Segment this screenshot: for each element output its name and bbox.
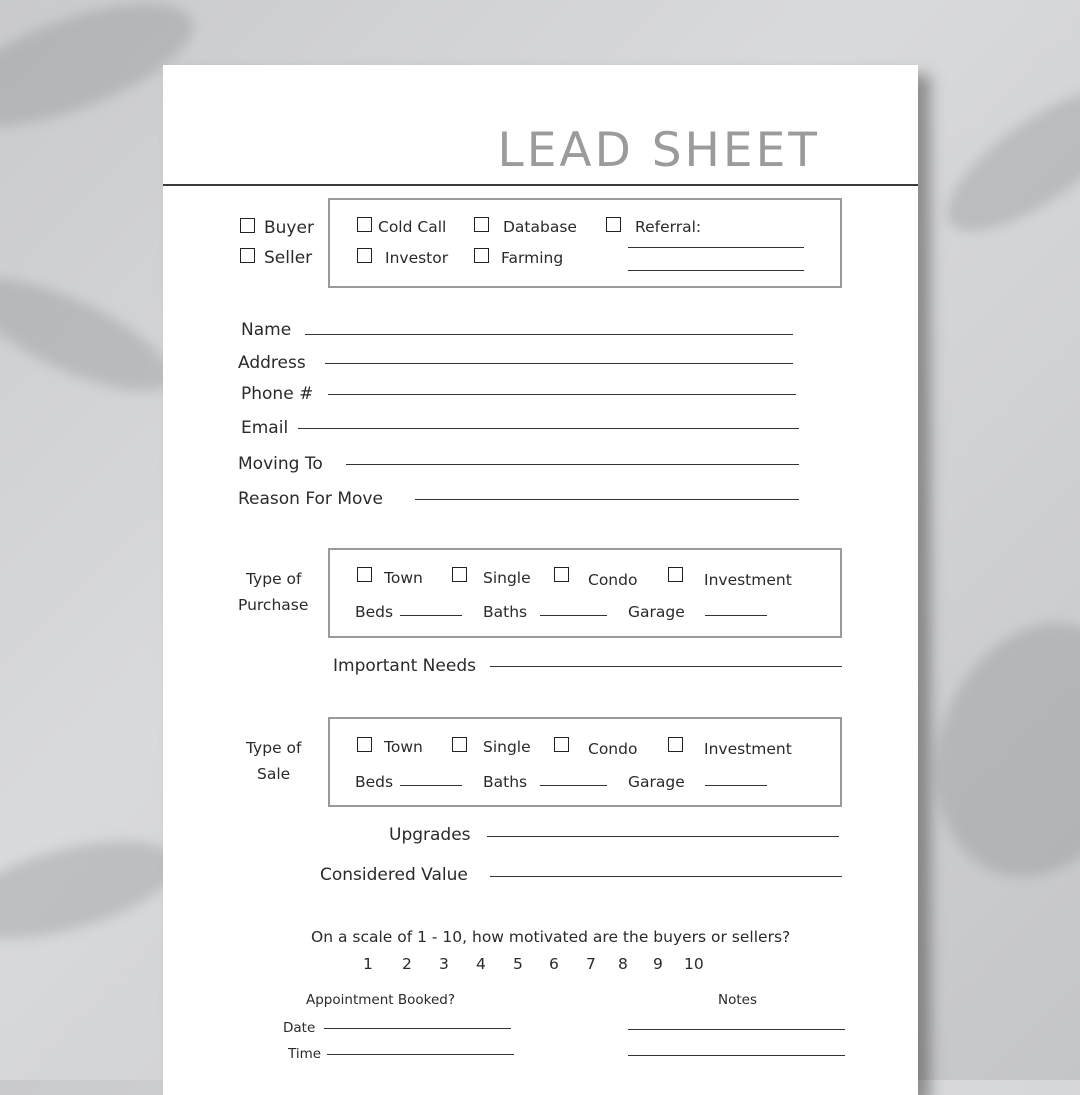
date-label: Date: [283, 1020, 316, 1036]
reason-for-move-label: Reason For Move: [238, 489, 383, 509]
purchase-baths-label: Baths: [483, 603, 528, 621]
notes-heading: Notes: [718, 992, 757, 1008]
moving-to-label: Moving To: [238, 454, 323, 474]
lead-source-box: [328, 198, 842, 288]
purchase-town-checkbox[interactable]: [357, 567, 372, 582]
referral-checkbox[interactable]: [606, 217, 621, 232]
purchase-beds-label: Beds: [355, 603, 394, 621]
purchase-label-line1: Type of: [246, 570, 302, 588]
sale-label-line2: Sale: [257, 765, 291, 783]
purchase-condo-checkbox[interactable]: [554, 567, 569, 582]
sale-single-checkbox[interactable]: [452, 737, 467, 752]
sale-single-label: Single: [483, 738, 531, 756]
moving-to-field[interactable]: [346, 464, 799, 465]
sale-type-box: [328, 717, 842, 807]
header-divider: [163, 184, 918, 186]
sale-investment-checkbox[interactable]: [668, 737, 683, 752]
investor-checkbox[interactable]: [357, 248, 372, 263]
sale-baths-field[interactable]: [540, 785, 607, 786]
sale-garage-field[interactable]: [705, 785, 767, 786]
phone-label: Phone #: [241, 384, 314, 404]
address-field[interactable]: [325, 363, 793, 364]
time-field[interactable]: [327, 1054, 514, 1055]
purchase-investment-checkbox[interactable]: [668, 567, 683, 582]
email-field[interactable]: [298, 428, 799, 429]
referral-label: Referral:: [635, 218, 702, 236]
upgrades-label: Upgrades: [389, 825, 471, 845]
sale-condo-checkbox[interactable]: [554, 737, 569, 752]
page-title: LEAD SHEET: [497, 123, 820, 178]
phone-field[interactable]: [328, 394, 796, 395]
purchase-town-label: Town: [384, 569, 423, 587]
scale-1[interactable]: 1: [363, 955, 373, 973]
purchase-beds-field[interactable]: [400, 615, 462, 616]
purchase-type-box: [328, 548, 842, 638]
upgrades-field[interactable]: [487, 836, 839, 837]
sale-beds-label: Beds: [355, 773, 394, 791]
seller-checkbox[interactable]: [240, 248, 255, 263]
scale-3[interactable]: 3: [439, 955, 449, 973]
sale-town-label: Town: [384, 738, 423, 756]
reason-for-move-field[interactable]: [415, 499, 799, 500]
address-label: Address: [238, 353, 306, 373]
considered-value-label: Considered Value: [320, 865, 468, 885]
purchase-garage-field[interactable]: [705, 615, 767, 616]
buyer-checkbox[interactable]: [240, 218, 255, 233]
referral-line-1[interactable]: [628, 247, 804, 248]
background-shadow: [902, 594, 1080, 907]
important-needs-field[interactable]: [490, 666, 842, 667]
scale-6[interactable]: 6: [549, 955, 559, 973]
sale-label-line1: Type of: [246, 739, 302, 757]
cold-call-checkbox[interactable]: [357, 217, 372, 232]
email-label: Email: [241, 418, 289, 438]
scale-7[interactable]: 7: [586, 955, 596, 973]
sale-condo-label: Condo: [588, 740, 638, 758]
sale-baths-label: Baths: [483, 773, 528, 791]
referral-line-2[interactable]: [628, 270, 804, 271]
lead-sheet-page: [163, 65, 918, 1095]
investor-label: Investor: [385, 249, 449, 267]
purchase-garage-label: Garage: [628, 603, 685, 621]
cold-call-label: Cold Call: [378, 218, 447, 236]
purchase-baths-field[interactable]: [540, 615, 607, 616]
database-label: Database: [503, 218, 577, 236]
purchase-single-label: Single: [483, 569, 531, 587]
background-shadow: [0, 822, 186, 959]
scale-2[interactable]: 2: [402, 955, 412, 973]
name-field[interactable]: [305, 334, 793, 335]
time-label: Time: [288, 1046, 322, 1062]
date-field[interactable]: [324, 1028, 511, 1029]
background-shadow: [927, 64, 1080, 256]
motivation-question: On a scale of 1 - 10, how motivated are the buyers or sellers?: [311, 928, 791, 946]
buyer-label: Buyer: [264, 218, 314, 238]
appointment-heading: Appointment Booked?: [306, 992, 455, 1008]
sale-garage-label: Garage: [628, 773, 685, 791]
important-needs-label: Important Needs: [333, 656, 476, 676]
background-shadow: [0, 257, 184, 413]
scale-4[interactable]: 4: [476, 955, 486, 973]
sale-beds-field[interactable]: [400, 785, 462, 786]
purchase-label-line2: Purchase: [238, 596, 309, 614]
purchase-single-checkbox[interactable]: [452, 567, 467, 582]
scale-9[interactable]: 9: [653, 955, 663, 973]
seller-label: Seller: [264, 248, 313, 268]
notes-line-1[interactable]: [628, 1029, 845, 1030]
considered-value-field[interactable]: [490, 876, 842, 877]
scale-5[interactable]: 5: [513, 955, 523, 973]
farming-checkbox[interactable]: [474, 248, 489, 263]
sale-town-checkbox[interactable]: [357, 737, 372, 752]
farming-label: Farming: [501, 249, 564, 267]
purchase-investment-label: Investment: [704, 571, 792, 589]
name-label: Name: [241, 320, 292, 340]
scale-8[interactable]: 8: [618, 955, 628, 973]
purchase-condo-label: Condo: [588, 571, 638, 589]
database-checkbox[interactable]: [474, 217, 489, 232]
notes-line-2[interactable]: [628, 1055, 845, 1056]
sale-investment-label: Investment: [704, 740, 792, 758]
scale-10[interactable]: 10: [684, 955, 704, 973]
